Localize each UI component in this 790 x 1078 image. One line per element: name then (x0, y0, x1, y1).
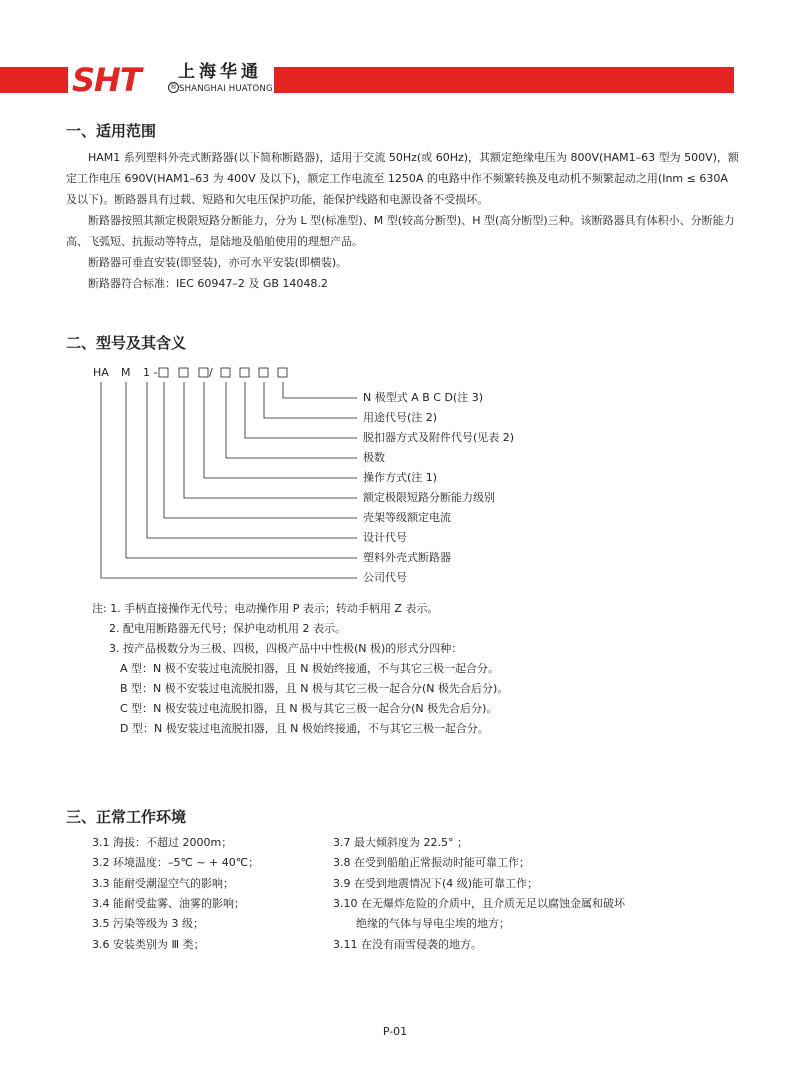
env-item: 3.3 能耐受潮湿空气的影响； (92, 877, 234, 890)
note-item: A 型：N 极不安装过电流脱扣器，且 N 极始终接通，不与其它三极一起合分。 (120, 662, 499, 675)
note-item: 注: 1. 手柄直接操作无代号；电动操作用 P 表示；转动手柄用 Z 表示。 (92, 602, 439, 615)
note-item: B 型：N 极不安装过电流脱扣器，且 N 极与其它三极一起合分(N 极先合后分)。 (120, 682, 509, 695)
leader-line (245, 382, 357, 438)
env-item: 3.10 在无爆炸危险的介质中，且介质无足以腐蚀金属和破坏 (333, 897, 625, 910)
label-design-code: 设计代号 (363, 531, 407, 544)
code-box (159, 368, 168, 377)
label-operation: 操作方式(注 1) (363, 471, 438, 484)
code-box (199, 368, 208, 377)
code-box (259, 368, 268, 377)
paragraph: HAM1 系列塑料外壳式断路器(以下简称断路器)，适用于交流 50Hz(或 60Hz)，其额定绝缘电压为 800V(HAM1–63 型为 500V)，额定工作电压 690V(HAM1–63 为 400V 及以下)，额定工作电流至 1250A 的电路中作不频繁转换及电动机不频繁起动之用(Inm ≤ 630A 及以下)。断路器具有过载、短路和欠电压保护功能，能保护线路和电源设备不受损坏。 (66, 151, 739, 206)
code-slash: / (209, 366, 213, 379)
env-item: 绝缘的气体与导电尘埃的地方； (356, 917, 510, 930)
note-item: C 型：N 极安装过电流脱扣器，且 N 极与其它三极一起合分(N 极先合后分)。 (120, 702, 498, 715)
leader-line (226, 382, 357, 458)
leader-line (204, 382, 357, 478)
label-poles: 极数 (363, 451, 385, 464)
code-box (240, 368, 249, 377)
registered-mark: ® (170, 83, 177, 91)
leader-line (184, 382, 357, 498)
paragraph: 断路器符合标准：IEC 60947–2 及 GB 14048.2 (88, 277, 328, 290)
code-box (179, 368, 188, 377)
leader-line (101, 382, 357, 578)
code-box (221, 368, 230, 377)
label-breaking-capacity: 额定极限短路分断能力级别 (363, 491, 495, 504)
env-item: 3.6 安装类别为 Ⅲ 类； (92, 938, 205, 951)
paragraph: 断路器按照其额定极限短路分断能力，分为 L 型(标准型)、M 型(较高分断型)、H 型(高分断型)三种。该断路器具有体积小、分断能力高、飞弧短、抗振动等特点，是陆地及船舶使用的理想产品。 (66, 214, 735, 248)
label-usage-code: 用途代号(注 2) (363, 411, 438, 424)
leader-line (147, 382, 357, 538)
env-item: 3.7 最大倾斜度为 22.5° ； (333, 836, 468, 849)
section-title-environment: 三、正常工作环境 (66, 808, 187, 826)
page-number: P-01 (382, 1025, 408, 1038)
company-name-cn: 上海华通 (178, 62, 262, 82)
code-prefix-m: M (121, 366, 131, 379)
code-prefix-1: 1 - (143, 366, 158, 379)
env-item: 3.8 在受到船舶正常振动时能可靠工作； (333, 856, 530, 869)
leader-line (264, 382, 357, 418)
env-item: 3.2 环境温度：–5℃ ~ + 40℃； (92, 856, 260, 869)
label-release-code: 脱扣器方式及附件代号(见表 2) (363, 431, 515, 444)
leader-line (283, 382, 357, 398)
label-mccb: 塑料外壳式断路器 (363, 551, 451, 564)
note-item: D 型：N 极安装过电流脱扣器，且 N 极始终接通，不与其它三极一起合分。 (120, 722, 489, 735)
section-title-scope: 一、适用范围 (66, 122, 157, 140)
leader-line (126, 382, 357, 558)
note-item: 2. 配电用断路器无代号；保护电动机用 2 表示。 (109, 622, 346, 635)
sht-logo: SHT (72, 61, 141, 99)
env-item: 3.11 在没有雨雪侵袭的地方。 (333, 938, 482, 951)
company-name-en: SHANGHAI HUATONG (179, 84, 273, 94)
env-item: 3.4 能耐受盐雾、油雾的影响； (92, 897, 245, 910)
code-box (278, 368, 287, 377)
section-title-model: 二、型号及其含义 (66, 334, 187, 352)
label-frame-current: 壳架等级额定电流 (363, 511, 451, 524)
env-item: 3.9 在受到地震情况下(4 级)能可靠工作； (333, 877, 539, 890)
env-item: 3.1 海拔：不超过 2000m； (92, 836, 233, 849)
env-item: 3.5 污染等级为 3 级； (92, 917, 204, 930)
paragraph: 断路器可垂直安装(即竖装)，亦可水平安装(即横装)。 (88, 256, 348, 269)
note-item: 3. 按产品极数分为三极、四极，四极产品中中性极(N 极)的形式分四种： (109, 642, 463, 655)
label-n-pole-type: N 极型式 A B C D(注 3) (363, 391, 484, 404)
label-company-code: 公司代号 (363, 571, 407, 584)
code-prefix-ha: HA (93, 366, 109, 379)
